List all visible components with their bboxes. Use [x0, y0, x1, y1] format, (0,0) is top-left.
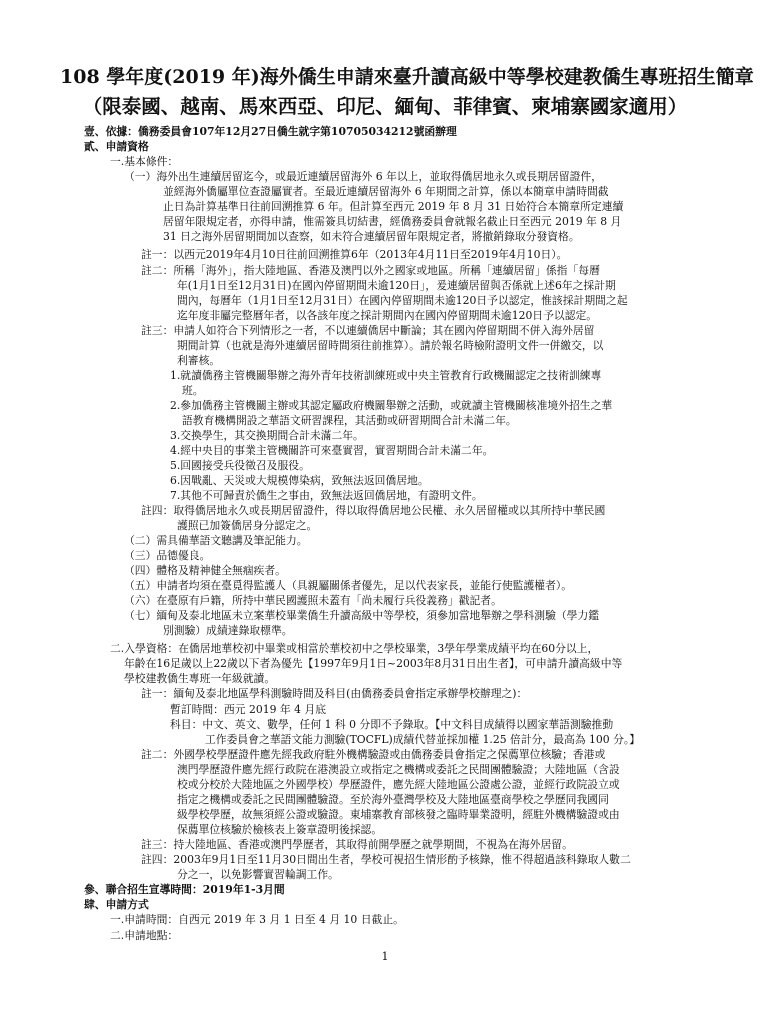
note-2-line-3: 間內，每曆年（1月1日至12月31日）在國內停留期間未逾120日予以認定，惟該採計期間之起 [177, 294, 628, 307]
admission-note-3: 註三：持大陸地區、香港或澳門學歷者，其取得前開學歷之就學期間，不視為在海外居留。 [141, 838, 573, 851]
note-4-line-2: 護照已加簽僑居身分認定之。 [177, 519, 318, 532]
condition-6: （六）在臺原有戶籍，所持中華民國護照未蓋有「尚未履行兵役義務」戳記者。 [124, 594, 502, 607]
condition-1-line-3: 止日為計算基準日往前回溯推算 6 年。但計算至西元 2019 年 8 月 31 日始符合本簡章所定連續 [163, 200, 624, 213]
note-3-line-3: 利審核。 [177, 354, 221, 367]
section-eligibility-heading: 貳、申請資格 [84, 140, 149, 153]
admission-note-2-line-4: 指定之機構或委託之民間團體驗證。至於海外臺灣學校及大陸地區臺商學校之學歷同我國同 [177, 793, 609, 806]
document-title: 108 學年度(2019 年)海外僑生申請來臺升讀高級中等學校建教僑生專班招生簡章 [60, 66, 754, 88]
condition-7-line-2: 別測驗）成績達錄取標準。 [163, 624, 293, 637]
note-3-item-1-cont: 班。 [182, 384, 204, 397]
exam-subjects-line-1: 科目：中文、英文、數學，任何 1 科 0 分即不予錄取。【中文科目成績得以國家華語測驗推動 [170, 718, 614, 731]
note-3-item-7: 7.其他不可歸責於僑生之事由，致無法返回僑居地，有證明文件。 [170, 489, 483, 502]
condition-4: （四）體格及精神健全無痼疾者。 [124, 564, 286, 577]
note-3-line-2: 期間計算（也就是海外連續居留時間須往前推算）。請於報名時檢附證明文件一併繳交，以 [177, 339, 604, 352]
admission-note-2-line-1: 註二：外國學校學歷證件應先經我政府駐外機構驗證或由僑務委員會指定之保薦單位核驗；香港或 [141, 748, 606, 761]
condition-5: （五）申請者均須在臺覓得監護人（具親屬關係者優先，足以代表家長，並能行使監護權者）。 [124, 579, 573, 592]
application-location: 二.申請地點： [110, 929, 179, 942]
admission-note-4-line-1: 註四：2003年9月1日至11月30日間出生者，學校可視招生情形酌予核錄，惟不得超過該科錄取人數二 [141, 853, 631, 866]
section-basis: 壹、依據：僑務委員會107年12月27日僑生就字第10705034212號函辦理 [84, 125, 457, 138]
note-4-line-1: 註四：取得僑居地永久或長期居留證件，得以取得僑居地公民權、永久居留權或以其所持中華民國 [141, 504, 606, 517]
section-promotion-period: 參、聯合招生宣導時間：2019年1-3月間 [84, 883, 285, 896]
exam-time: 暫訂時間：西元 2019 年 4 月底 [170, 703, 327, 716]
admission-note-1: 註一：緬甸及泰北地區學科測驗時間及科目(由僑務委員會指定承辦學校辦理之)： [141, 687, 528, 700]
note-3-line-1: 註三：申請人如符合下列情形之一者，不以連續僑居中斷論；其在國內停留期間不併入海外居留 [141, 324, 595, 337]
note-3-item-5: 5.回國接受兵役徵召及服役。 [170, 459, 310, 472]
document-subtitle: （限泰國、越南、馬來西亞、印尼、緬甸、菲律賓、柬埔寨國家適用） [82, 95, 688, 118]
note-3-item-4: 4.經中央目的事業主管機關許可來臺實習，實習期間合計未滿二年。 [170, 444, 494, 457]
note-3-item-6: 6.因戰亂、天災或大規模傳染病，致無法返回僑居地。 [170, 474, 429, 487]
note-3-item-3: 3.交換學生，其交換期間合計未滿二年。 [170, 429, 364, 442]
condition-1-line-2: 並經海外僑屬單位查證屬實者。至最近連續居留海外 6 年期間之計算，係以本簡章申請時間截 [163, 185, 609, 198]
admission-note-2-line-6: 保薦單位核驗於檢核表上簽章證明後採認。 [177, 823, 383, 836]
note-2-line-4: 迄年度非屬完整曆年者，以各該年度之採計期間內在國內停留期間未逾120日予以認定。 [177, 309, 598, 322]
note-3-item-1: 1.就讀僑務主管機關舉辦之海外青年技術訓練班或中央主管教育行政機關認定之技術訓練專 [170, 369, 602, 382]
application-time: 一.申請時間：自西元 2019 年 3 月 1 日至 4 月 10 日截止。 [110, 913, 404, 926]
note-2-line-2: 年(1月1日至12月31日)在國內停留期間未逾120日」，爰連續居留與否係就上述6年之採計期 [177, 279, 616, 292]
section-application-method: 肆、申請方式 [84, 898, 149, 911]
condition-1-line-4: 居留年限規定者，亦得申請，惟需簽具切結書，經僑務委員會就報名截止日至西元 2019 年 8 月 [163, 215, 622, 228]
admission-line-3: 學校建教僑生專班一年級就讀。 [124, 672, 276, 685]
admission-note-2-line-2: 澳門學歷證件應先經行政院在港澳設立或指定之機構或委託之民間團體驗證；大陸地區（含設 [177, 763, 620, 776]
condition-2: （二）需具備華語文聽講及筆記能力。 [124, 534, 308, 547]
note-3-item-2: 2.參加僑務主管機關主辦或其認定屬政府機關舉辦之活動，或就讀主管機關核准境外招生之華 [170, 399, 613, 412]
note-2-line-1: 註二：所稱「海外」，指大陸地區、香港及澳門以外之國家或地區。所稱「連續居留」係指「每曆 [141, 264, 600, 277]
note-3-item-2-cont: 語教育機構開設之華語文研習課程，其活動或研習期間合計未滿二年。 [182, 414, 517, 427]
condition-7-line-1: （七）緬甸及泰北地區未立案華校畢業僑生升讀高級中等學校，須參加當地舉辦之學科測驗（學力鑑 [124, 609, 600, 622]
basic-conditions-heading: 一.基本條件： [110, 155, 179, 168]
note-1: 註一：以西元2019年4月10日往前回溯推算6年（2013年4月11日至2019年4月10日）。 [141, 248, 568, 261]
exam-subjects-line-2: 工作委員會之華語文能力測驗(TOCFL)成績代替並採加權 1.25 倍計分，最高為 100 分。】 [205, 733, 641, 746]
condition-1-line-5: 31 日之海外居留期間加以查察，如未符合連續居留年限規定者，將撤銷錄取分發資格。 [163, 230, 580, 243]
admission-line-2: 年齡在16足歲以上22歲以下者為優先【1997年9月1日~2003年8月31日出生者】，可申請升讀高級中等 [124, 657, 623, 670]
admission-note-2-line-3: 校或分校於大陸地區之外國學校）學歷證件，應先經大陸地區公證處公證，並經行政院設立或 [177, 778, 620, 791]
condition-3: （三）品德優良。 [124, 549, 211, 562]
admission-line-1: 二.入學資格：在僑居地華校初中畢業或相當於華校初中之學校畢業，3學年學業成績平均在60分以上， [110, 642, 599, 655]
page-number: 1 [381, 950, 389, 963]
admission-note-2-line-5: 級學校學歷，故無須經公證或驗證。東埔寨教育部核發之臨時畢業證明，經駐外機構驗證或由 [177, 808, 620, 821]
condition-1-line-1: （一）海外出生連續居留迄今，或最近連續居留海外 6 年以上，並取得僑居地永久或長期居留證件， [124, 170, 602, 183]
admission-note-4-line-2: 分之一，以免影響實習輪調工作。 [177, 868, 339, 881]
